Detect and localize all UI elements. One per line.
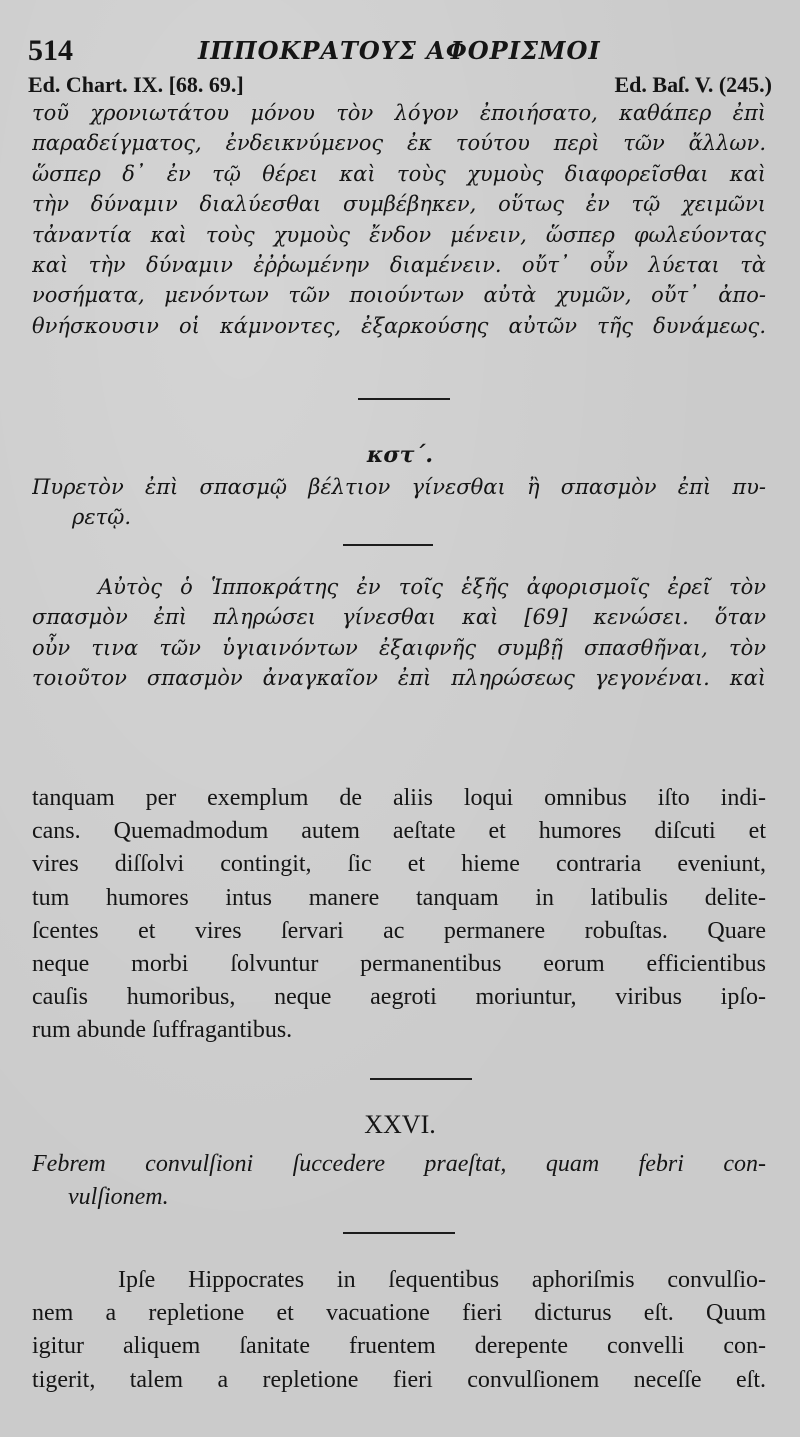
text-line: παραδείγματος, ἐνδεικνύμενος ἐκ τούτου περὶ τῶν ἄλλων. xyxy=(32,131,766,156)
text-line: ὥσπερ δ᾽ ἐν τῷ θέρει καὶ τοὺς χυμοὺς διαφορεῖσθαι καὶ xyxy=(32,161,766,186)
text-line: vires diſſolvi contingit, ſic et hieme contraria eveniunt, xyxy=(32,851,766,878)
text-line: τοῦ χρονιωτάτου μόνου τὸν λόγον ἐποιήσατο, καθάπερ ἐπὶ xyxy=(32,101,766,125)
text-line: τὴν δύναμιν διαλύεσθαι συμβέβηκεν, οὕτως ἐν τῷ χειμῶνι xyxy=(32,192,766,217)
section-divider xyxy=(370,1078,472,1080)
text-line: tum humores intus manere tanquam in latibulis delite- xyxy=(32,884,766,911)
greek-commentary-continued xyxy=(32,98,766,341)
latin-commentary xyxy=(32,1264,766,1397)
text-line: καὶ τὴν δύναμιν ἐῤῥωμένην διαμένειν. οὔτ᾽ οὖν λύεται τὰ xyxy=(32,253,766,278)
text-line: τἀναντία καὶ τοὺς χυμοὺς ἔνδον μένειν, ὥσπερ φωλεύοντας xyxy=(32,222,766,247)
greek-aphorism xyxy=(32,472,766,533)
text-line: Ipſe Hippocrates in ſequentibus aphoriſmis convulſio- xyxy=(118,1267,766,1293)
latin-commentary-continued xyxy=(32,782,766,1048)
section-divider xyxy=(358,398,450,400)
text-line: θνήσκουσιν οἱ κάμνοντες, ἐξαρκούσης αὐτῶν τῆς δυνάμεως. xyxy=(32,313,766,338)
text-line: τοιοῦτον σπασμὸν ἀναγκαῖον ἐπὶ πληρώσεως γεγονέναι. καὶ xyxy=(32,666,766,691)
section-divider xyxy=(343,544,433,546)
text-line: ſcentes et vires ſervari ac permanere robuſtas. Quare xyxy=(32,917,766,944)
text-line: σπασμὸν ἐπὶ πληρώσει γίνεσθαι καὶ [69] κενώσει. ὅταν xyxy=(32,605,766,630)
greek-commentary xyxy=(32,572,766,694)
text-line: cauſis humoribus, neque aegroti moriuntur, viribus ipſo- xyxy=(32,984,766,1011)
greek-aphorism-number: κστ΄. xyxy=(366,442,434,468)
text-line: nem a repletione et vacuatione fieri dicturus eſt. Quum xyxy=(32,1300,766,1327)
latin-aphorism xyxy=(32,1148,766,1214)
latin-aphorism-number: XXVI. xyxy=(364,1110,436,1139)
text-line: tigerit, talem a repletione fieri convulſionem neceſſe eſt. xyxy=(32,1366,766,1393)
text-line: Febrem convulſioni ſuccedere praeſtat, quam febri con- xyxy=(32,1151,766,1177)
section-divider xyxy=(343,1232,455,1234)
text-line: ρετῷ. xyxy=(72,505,132,530)
page-number: 514 xyxy=(28,34,73,67)
running-title: ΙΠΠΟΚΡΑΤΟΥΣ ΑΦΟΡΙΣΜΟΙ xyxy=(198,36,601,65)
text-line: Αὐτὸς ὁ Ἱπποκράτης ἐν τοῖς ἑξῆς ἀφορισμοῖς ἐρεῖ τὸν xyxy=(98,575,766,599)
text-line: οὖν τινα τῶν ὑγιαινόντων ἐξαιφνῆς συμβῇ σπασθῆναι, τὸν xyxy=(32,635,766,660)
text-line: igitur aliquem ſanitate fruentem derepente convelli con- xyxy=(32,1333,766,1360)
text-line: vulſionem. xyxy=(68,1184,169,1211)
text-line: tanquam per exemplum de aliis loqui omnibus iſto indi- xyxy=(32,785,766,811)
text-line: neque morbi ſolvuntur permanentibus eorum efficientibus xyxy=(32,951,766,978)
edition-basel-reference: Ed. Baſ. V. (245.) xyxy=(614,72,772,97)
text-line: rum abunde ſuffragantibus. xyxy=(32,1017,293,1044)
page-header xyxy=(28,30,768,74)
text-line: νοσήματα, μενόντων τῶν ποιούντων αὐτὰ χυμῶν, οὔτ᾽ ἀπο- xyxy=(32,283,766,308)
edition-chartier-reference: Ed. Chart. IX. [68. 69.] xyxy=(28,72,244,97)
text-line: Πυρετὸν ἐπὶ σπασμῷ βέλτιον γίνεσθαι ἢ σπασμὸν ἐπὶ πυ- xyxy=(32,475,766,499)
text-line: cans. Quemadmodum autem aeſtate et humores diſcuti et xyxy=(32,818,766,845)
